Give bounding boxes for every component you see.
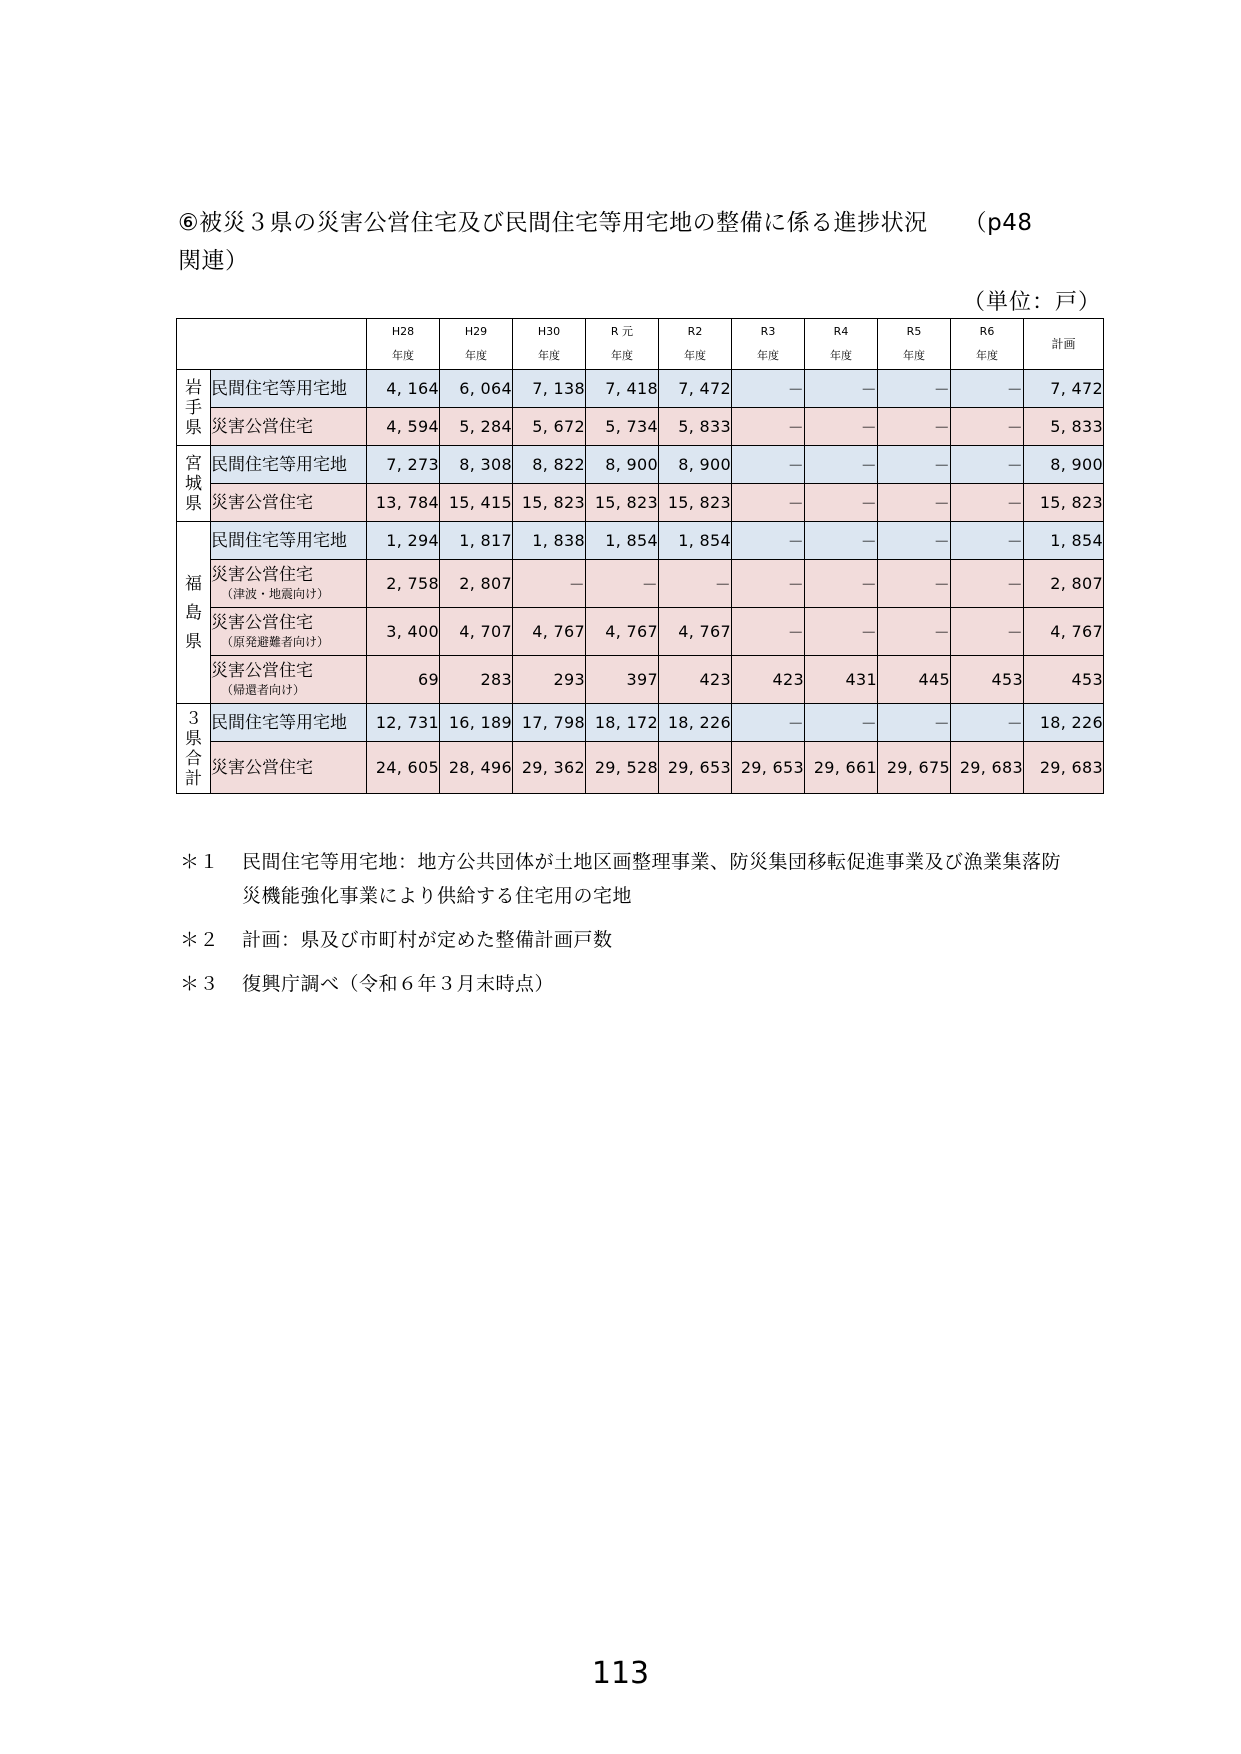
value-cell: 28, 496 [440,742,513,794]
value-cell: 17, 798 [513,704,586,742]
row-label [211,656,367,704]
value-cell: 4, 707 [440,608,513,656]
row-label-main: 民間住宅等用宅地 [211,530,347,551]
value-cell: 15, 823 [659,484,732,522]
plan-value-cell: 18, 226 [1024,704,1104,742]
column-header-unit: 年度 [830,349,852,362]
prefecture-cell [177,522,211,704]
row-label [211,408,367,446]
column-header-year: H30 [537,325,561,338]
value-cell: 15, 415 [440,484,513,522]
value-cell: 8, 308 [440,446,513,484]
plan-value-cell: 1, 854 [1024,522,1104,560]
prefecture-cell [177,704,211,794]
value-cell: － [805,484,878,522]
column-header-unit: 年度 [684,349,706,362]
row-label-main: 災害公営住宅 [211,757,313,778]
value-cell: － [878,522,951,560]
column-header [878,319,951,370]
value-cell: 423 [659,656,732,704]
prefecture-char: 手 [185,397,202,418]
prefecture-char: ３ [185,708,202,729]
column-header [367,319,440,370]
column-header [440,319,513,370]
column-header [732,319,805,370]
column-header-unit: 年度 [611,349,633,362]
column-header-year: H28 [391,325,415,338]
value-cell: 7, 138 [513,370,586,408]
value-cell: 5, 833 [659,408,732,446]
value-cell: 29, 675 [878,742,951,794]
value-cell: － [878,608,951,656]
prefecture-char: 県 [185,417,202,438]
row-label-sub: （原発避難者向け） [221,635,330,649]
title-ref: （p48 [963,210,1033,236]
value-cell: 1, 854 [659,522,732,560]
value-cell: 29, 528 [586,742,659,794]
plan-value-cell: 5, 833 [1024,408,1104,446]
plan-value-cell: 15, 823 [1024,484,1104,522]
value-cell: 29, 362 [513,742,586,794]
value-cell: － [878,408,951,446]
footnote-text: 計画：県及び市町村が定めた整備計画戸数 [242,929,613,951]
footnote-text: 復興庁調べ（令和６年３月末時点） [242,973,555,995]
prefecture-char: 計 [185,768,202,789]
progress-table [176,318,1104,794]
plan-value-cell: 29, 683 [1024,742,1104,794]
value-cell: 2, 758 [367,560,440,608]
footnote [180,923,1080,957]
value-cell: 423 [732,656,805,704]
row-label-main: 災害公営住宅 [211,565,313,585]
footnote-mark: ＊３ [180,973,220,995]
value-cell: － [805,446,878,484]
value-cell: 397 [586,656,659,704]
row-label [211,560,367,608]
table-row [177,704,1104,742]
column-header-unit: 年度 [976,349,998,362]
column-header-unit: 年度 [392,349,414,362]
column-header-year: R5 [906,325,922,338]
row-label [211,370,367,408]
title-line2: 関連） [178,248,249,274]
column-header-unit: 年度 [903,349,925,362]
value-cell: 8, 822 [513,446,586,484]
row-label-main: 災害公営住宅 [211,613,313,633]
page-number: 113 [591,1656,650,1691]
prefecture-cell [177,446,211,522]
footnotes [180,845,1080,1011]
prefecture-char: 福 [185,573,202,594]
column-header-year: R 元 [610,325,634,338]
value-cell: － [878,484,951,522]
value-cell: 29, 653 [659,742,732,794]
plan-value-cell: 4, 767 [1024,608,1104,656]
value-cell: － [878,560,951,608]
value-cell: 5, 284 [440,408,513,446]
table-row [177,522,1104,560]
table-row [177,656,1104,704]
prefecture-cell [177,370,211,446]
value-cell: 7, 273 [367,446,440,484]
value-cell: 16, 189 [440,704,513,742]
value-cell: 431 [805,656,878,704]
value-cell: － [951,704,1024,742]
value-cell: － [586,560,659,608]
value-cell: 283 [440,656,513,704]
plan-value-cell: 2, 807 [1024,560,1104,608]
row-label [211,742,367,794]
value-cell: 445 [878,656,951,704]
prefecture-char: 宮 [185,453,202,474]
value-cell: － [805,608,878,656]
column-header-year: R2 [687,325,703,338]
column-header-unit: 年度 [465,349,487,362]
value-cell: 1, 294 [367,522,440,560]
value-cell: 15, 823 [586,484,659,522]
value-cell: 24, 605 [367,742,440,794]
value-cell: 4, 767 [586,608,659,656]
column-header-year: H29 [464,325,488,338]
plan-value-cell: 8, 900 [1024,446,1104,484]
row-label [211,522,367,560]
value-cell: － [513,560,586,608]
value-cell: － [732,522,805,560]
value-cell: 1, 817 [440,522,513,560]
row-label-main: 災害公営住宅 [211,416,313,437]
prefecture-char: 県 [185,493,202,514]
value-cell: － [805,522,878,560]
value-cell: － [951,446,1024,484]
value-cell: 6, 064 [440,370,513,408]
table-row [177,446,1104,484]
value-cell: － [732,484,805,522]
prefecture-char: 県 [185,728,202,749]
value-cell: － [878,704,951,742]
value-cell: － [878,370,951,408]
document-title [178,204,1078,280]
value-cell: － [951,560,1024,608]
column-header [805,319,878,370]
value-cell: 18, 226 [659,704,732,742]
value-cell: 13, 784 [367,484,440,522]
row-label-main: 災害公営住宅 [211,661,313,681]
column-header-unit: 年度 [538,349,560,362]
value-cell: 5, 734 [586,408,659,446]
column-header [586,319,659,370]
value-cell: 3, 400 [367,608,440,656]
value-cell: － [805,370,878,408]
column-header-plan: 計画 [1024,319,1104,370]
value-cell: 29, 683 [951,742,1024,794]
footnote-mark: ＊１ [180,851,220,873]
table-row [177,484,1104,522]
value-cell: 12, 731 [367,704,440,742]
value-cell: 5, 672 [513,408,586,446]
prefecture-char: 城 [185,473,202,494]
row-label-sub: （帰還者向け） [221,683,306,697]
row-label-main: 民間住宅等用宅地 [211,378,347,399]
value-cell: － [659,560,732,608]
value-cell: 29, 653 [732,742,805,794]
prefecture-char: 合 [185,748,202,769]
value-cell: 69 [367,656,440,704]
column-header [951,319,1024,370]
value-cell: － [732,608,805,656]
row-label [211,484,367,522]
value-cell: 1, 854 [586,522,659,560]
value-cell: 4, 767 [513,608,586,656]
footnote [180,967,1080,1001]
column-header-year: R6 [979,325,995,338]
value-cell: － [732,704,805,742]
table-header-row [177,319,1104,370]
value-cell: 29, 661 [805,742,878,794]
value-cell: － [732,446,805,484]
table-row [177,408,1104,446]
footnote [180,845,1080,913]
column-header-year: R4 [833,325,849,338]
value-cell: 8, 900 [586,446,659,484]
unit-label: （単位：戸） [962,290,1101,315]
value-cell: 8, 900 [659,446,732,484]
value-cell: 18, 172 [586,704,659,742]
row-label-main: 民間住宅等用宅地 [211,712,347,733]
value-cell: － [951,370,1024,408]
plan-value-cell: 7, 472 [1024,370,1104,408]
row-label-sub: （津波・地震向け） [221,587,330,601]
table-row [177,560,1104,608]
value-cell: 1, 838 [513,522,586,560]
footnote-text: 民間住宅等用宅地：地方公共団体が土地区画整理事業、防災集団移転促進事業及び漁業集落防災機能強化事業により供給する住宅用の宅地 [242,851,1062,907]
value-cell: 2, 807 [440,560,513,608]
row-label [211,446,367,484]
row-label-main: 災害公営住宅 [211,492,313,513]
value-cell: － [805,408,878,446]
value-cell: － [951,408,1024,446]
corner-cell [177,319,367,370]
table-row [177,370,1104,408]
column-header-year: R3 [760,325,776,338]
prefecture-char: 岩 [185,377,202,398]
value-cell: － [805,704,878,742]
row-label [211,608,367,656]
table-row [177,608,1104,656]
value-cell: － [878,446,951,484]
column-header [659,319,732,370]
value-cell: － [732,370,805,408]
value-cell: 4, 767 [659,608,732,656]
value-cell: 7, 418 [586,370,659,408]
footnote-mark: ＊２ [180,929,220,951]
plan-value-cell: 453 [1024,656,1104,704]
value-cell: 4, 164 [367,370,440,408]
value-cell: 293 [513,656,586,704]
title-main: ⑥被災３県の災害公営住宅及び民間住宅等用宅地の整備に係る進捗状況 [178,210,928,236]
value-cell: 453 [951,656,1024,704]
column-header-unit: 年度 [757,349,779,362]
table-row [177,742,1104,794]
value-cell: － [805,560,878,608]
row-label-main: 民間住宅等用宅地 [211,454,347,475]
value-cell: － [951,522,1024,560]
value-cell: 7, 472 [659,370,732,408]
prefecture-char: 県 [185,631,202,652]
row-label [211,704,367,742]
value-cell: 4, 594 [367,408,440,446]
value-cell: 15, 823 [513,484,586,522]
value-cell: － [732,560,805,608]
value-cell: － [951,484,1024,522]
prefecture-char: 島 [185,602,202,623]
value-cell: － [951,608,1024,656]
column-header [513,319,586,370]
value-cell: － [732,408,805,446]
